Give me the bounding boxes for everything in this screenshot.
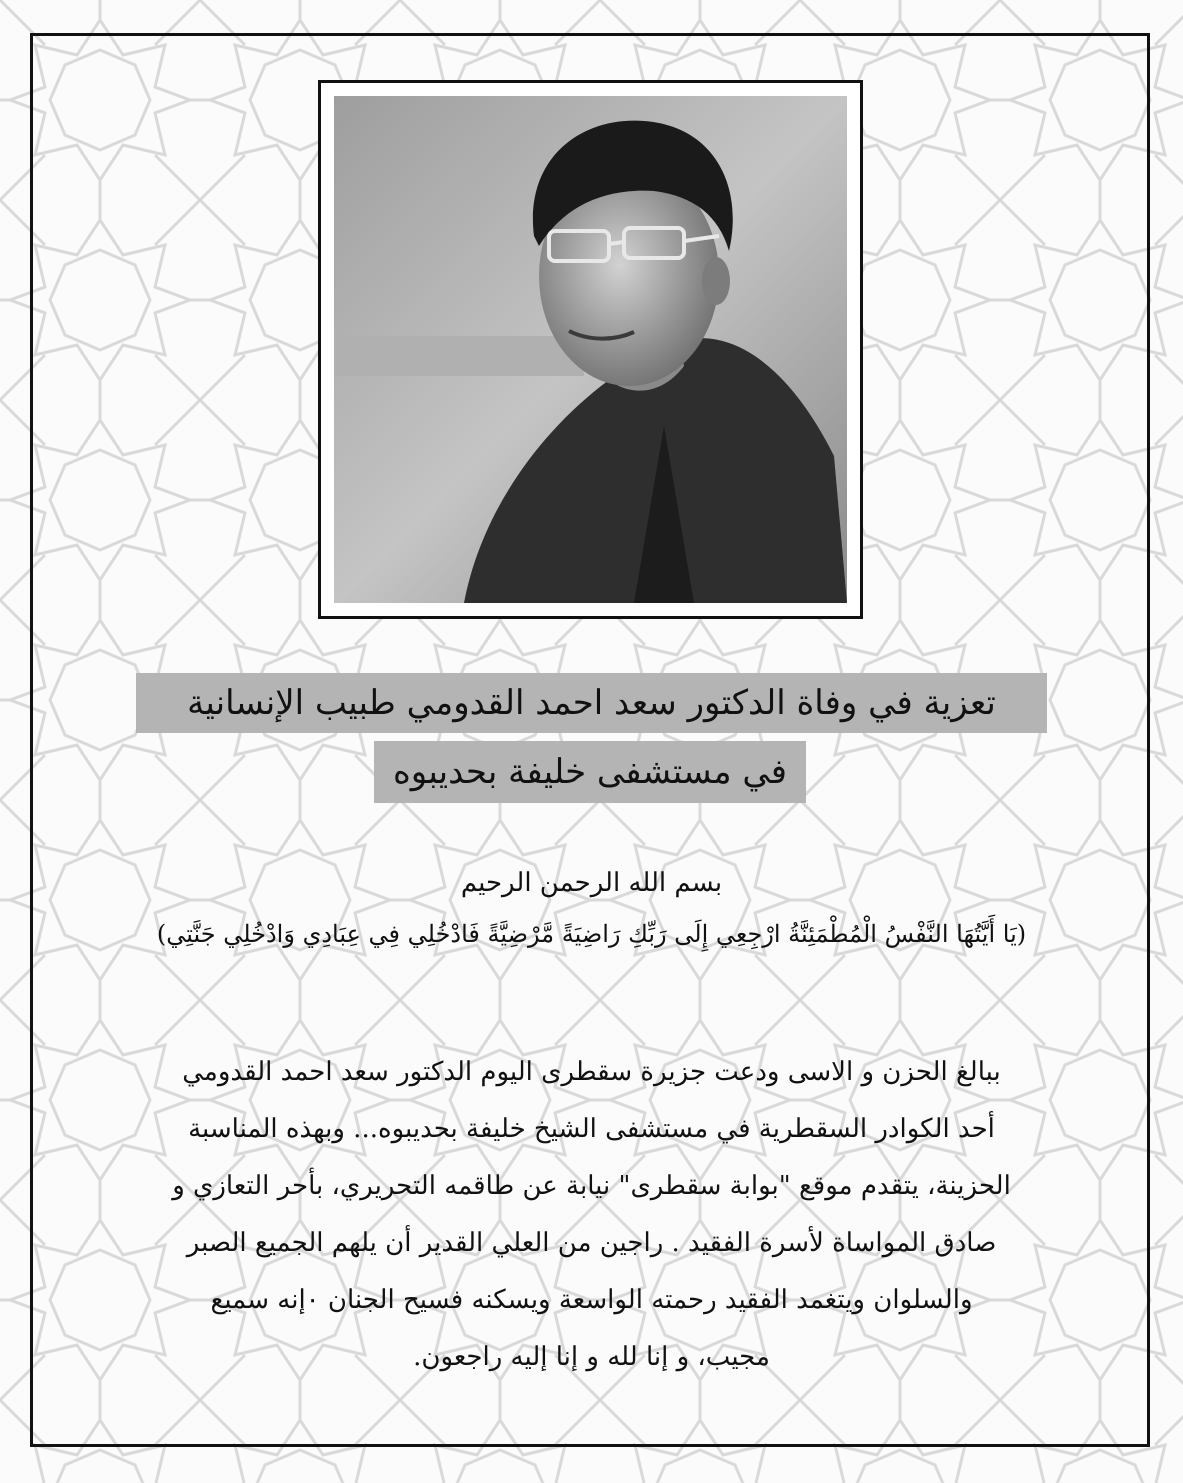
portrait-photo — [334, 96, 847, 603]
title-line-2: في مستشفى خليفة بحديبوه — [374, 741, 806, 803]
condolence-message — [60, 1044, 1123, 1386]
quran-verse: (يَا أَيَّتُهَا النَّفْسُ الْمُطْمَئِنَّةُ ارْجِعِي إِلَى رَبِّكِ رَاضِيَةً مَّرْضِيَّةً فَادْخُلِي فِي عِبَادِي وَادْخُلِي جَنَّتِي) — [156, 920, 1027, 948]
photo-frame — [318, 80, 863, 619]
message-line: مجيب، و إنا لله و إنا إليه راجعون. — [413, 1342, 770, 1372]
message-line: أحد الكوادر السقطرية في مستشفى الشيخ خليفة بحديبوه... وبهذه المناسبة — [188, 1114, 995, 1144]
basmala: بسم الله الرحمن الرحيم — [460, 868, 723, 898]
title-line-1: تعزية في وفاة الدكتور سعد احمد القدومي طبيب الإنسانية — [136, 673, 1047, 733]
message-line: ببالغ الحزن و الاسى ودعت جزيرة سقطرى اليوم الدكتور سعد احمد القدومي — [182, 1057, 1001, 1087]
message-line: الحزينة، يتقدم موقع "بوابة سقطرى" نيابة عن طاقمه التحريري، بأحر التعازي و — [172, 1171, 1011, 1201]
message-line: والسلوان ويتغمد الفقيد رحمته الواسعة ويسكنه فسيح الجنان ٠إنه سميع — [210, 1285, 973, 1315]
message-line: صادق المواساة لأسرة الفقيد . راجين من العلي القدير أن يلهم الجميع الصبر — [186, 1228, 997, 1258]
